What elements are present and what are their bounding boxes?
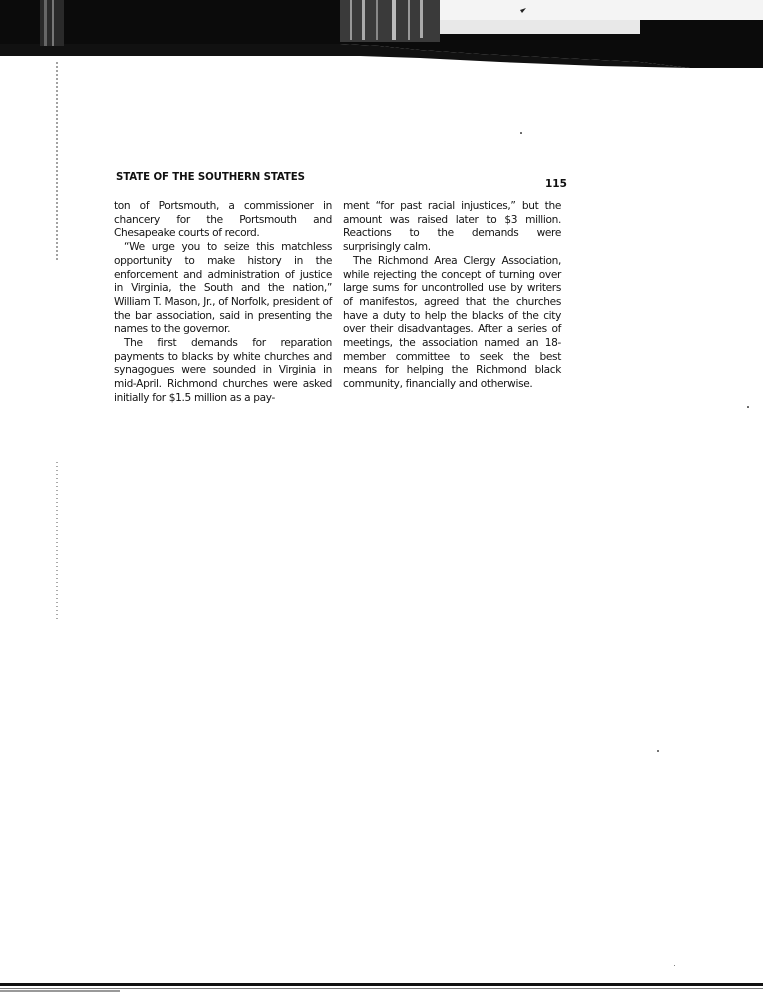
text-column-right [343, 200, 561, 392]
scan-left-rule [56, 62, 58, 622]
paragraph: ment “for past racial injustices,” but the amount was raised later to $3 million. Reactions to the demands were surprisingly calm. [343, 200, 561, 254]
paragraph: “We urge you to seize this matchless opportunity to make history in the enforcement and administration of justice in Virginia, the South and the nation,” William T. Mason, Jr., of Norfolk, president of the bar association, said in presenting the names to the governor. [114, 241, 332, 336]
paragraph: The first demands for reparation payments to blacks by white churches and synagogues were sounded in Virginia in mid-April. Richmond churches were asked initially for $1.5 million as a pay- [114, 337, 332, 404]
scan-shadow-bottom [0, 978, 763, 990]
scan-speck [520, 132, 522, 134]
paragraph: The Richmond Area Clergy Association, while rejecting the concept of turning over large sums for uncontrolled use by writers of manifestos, agreed that the churches have a duty to help the blacks of the city over their disadvantages. After a series of meetings, the association named an 18-member committee to seek the best means for helping the Richmond black community, financially and otherwise. [343, 254, 561, 391]
page-number: 115 [545, 178, 567, 190]
scan-speck [657, 750, 659, 752]
paragraph: ton of Portsmouth, a commissioner in chancery for the Portsmouth and Chesapeake courts of record. [114, 200, 332, 240]
scan-speck [747, 406, 749, 408]
text-column-left [114, 200, 332, 406]
running-head: STATE OF THE SOUTHERN STATES [116, 172, 305, 183]
scan-speck [674, 965, 675, 966]
scan-shadow-top [0, 0, 763, 70]
